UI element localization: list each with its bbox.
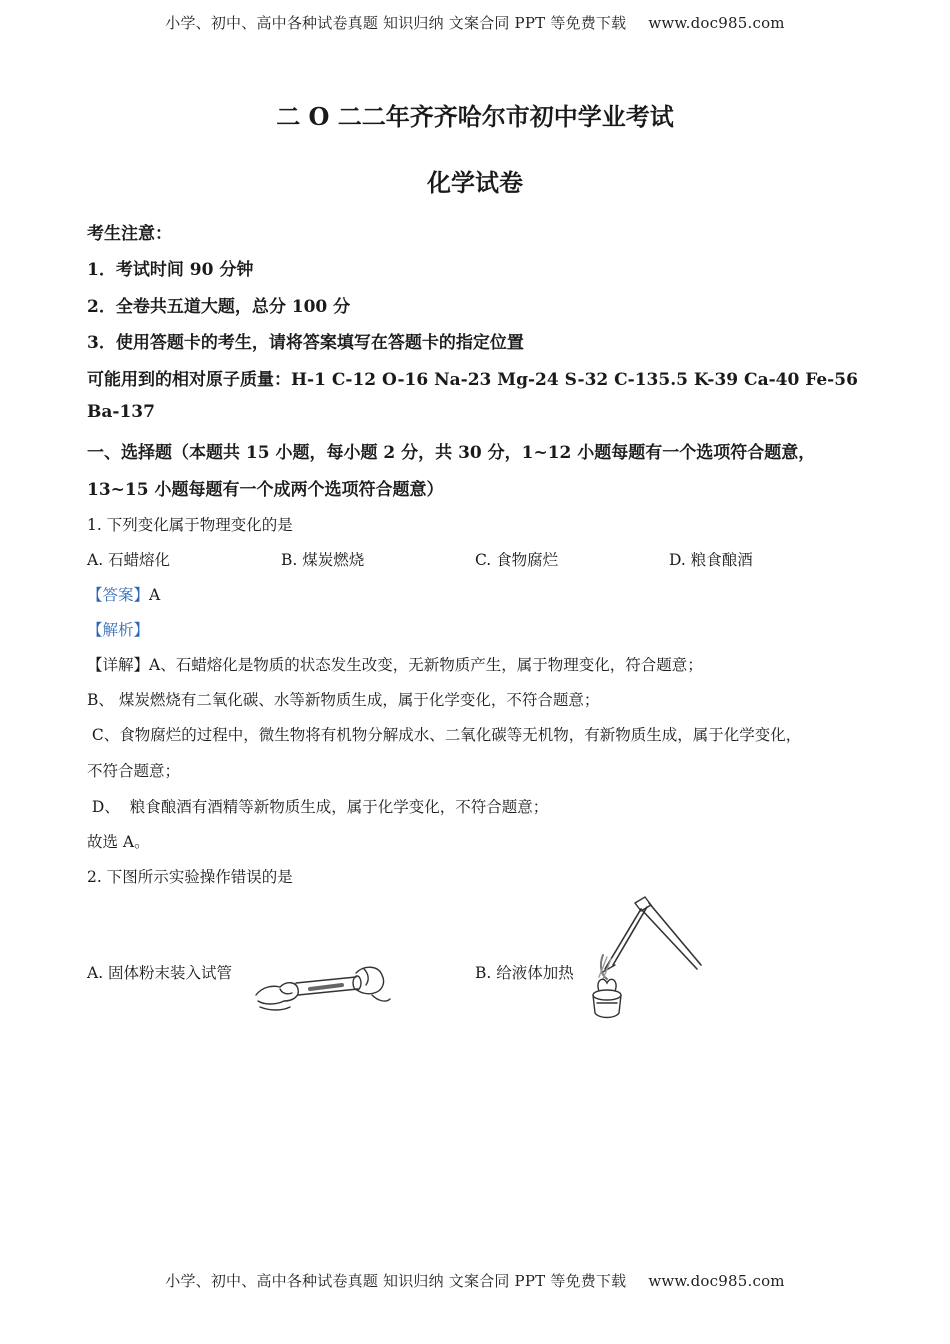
detail-d: D、 粮食酿酒有酒精等新物质生成，属于化学变化，不符合题意； — [87, 798, 549, 816]
section-heading-cont: 13~15 小题每题有一个成两个选项符合题意） — [87, 480, 444, 500]
detail-b: B、 煤炭燃烧有二氧化碳、水等新物质生成，属于化学变化，不符合题意； — [87, 691, 600, 709]
q1-option-c: C. 食物腐烂 — [475, 551, 559, 569]
answer-value: A — [149, 586, 161, 604]
footer-site[interactable]: www.doc985.com — [648, 1272, 785, 1290]
footer-text: 小学、初中、高中各种试卷真题 知识归纳 文案合同 PPT 等免费下载 — [165, 1272, 627, 1290]
page-header — [0, 12, 950, 33]
test-tube-powder-illustration — [252, 955, 392, 1025]
notice-item: 3．使用答题卡的考生，请将答案填写在答题卡的指定位置 — [87, 333, 524, 353]
q1-option-a: A. 石蜡熔化 — [87, 551, 171, 569]
notice-item: 2．全卷共五道大题，总分 100 分 — [87, 297, 351, 317]
detail-a-text: A、石蜡熔化是物质的状态发生改变，无新物质产生，属于物理变化，符合题意； — [149, 656, 703, 674]
notice-heading: 考生注意： — [87, 224, 172, 244]
q2-option-a: A. 固体粉末装入试管 — [87, 964, 233, 982]
exam-subtitle: 化学试卷 — [427, 168, 523, 197]
atomic-masses: 可能用到的相对原子质量：H-1 C-12 O-16 Na-23 Mg-24 S-32 C-135.5 K-39 Ca-40 Fe-56 — [87, 370, 858, 390]
q1-answer — [87, 583, 160, 605]
exam-title: 二 O 二二年齐齐哈尔市初中学业考试 — [276, 102, 674, 131]
detail-tag: 【详解】 — [87, 656, 150, 674]
q2-option-b: B. 给液体加热 — [475, 964, 574, 982]
question-1-stem: 1. 下列变化属于物理变化的是 — [87, 516, 293, 534]
page-footer — [0, 1270, 950, 1291]
notice-item: 1．考试时间 90 分钟 — [87, 260, 254, 280]
detail-c-cont: 不符合题意； — [87, 762, 181, 780]
q1-option-b: B. 煤炭燃烧 — [281, 551, 365, 569]
conclusion: 故选 A。 — [87, 833, 150, 851]
q1-option-d: D. 粮食酿酒 — [669, 551, 753, 569]
answer-tag: 【答案】 — [87, 586, 150, 604]
detail-c: C、食物腐烂的过程中，微生物将有机物分解成水、二氧化碳等无机物，有新物质生成，属于化学变化， — [87, 726, 802, 744]
section-heading: 一、选择题（本题共 15 小题，每小题 2 分，共 30 分，1~12 小题每题有一个选项符合题意， — [87, 443, 816, 463]
analysis-tag: 【解析】 — [87, 621, 150, 639]
question-2-stem: 2. 下图所示实验操作错误的是 — [87, 868, 293, 886]
header-site[interactable]: www.doc985.com — [648, 14, 785, 32]
header-text: 小学、初中、高中各种试卷真题 知识归纳 文案合同 PPT 等免费下载 — [165, 14, 627, 32]
detail-a — [87, 653, 703, 675]
atomic-masses-cont: Ba-137 — [87, 402, 155, 422]
heating-liquid-illustration — [585, 895, 705, 1025]
